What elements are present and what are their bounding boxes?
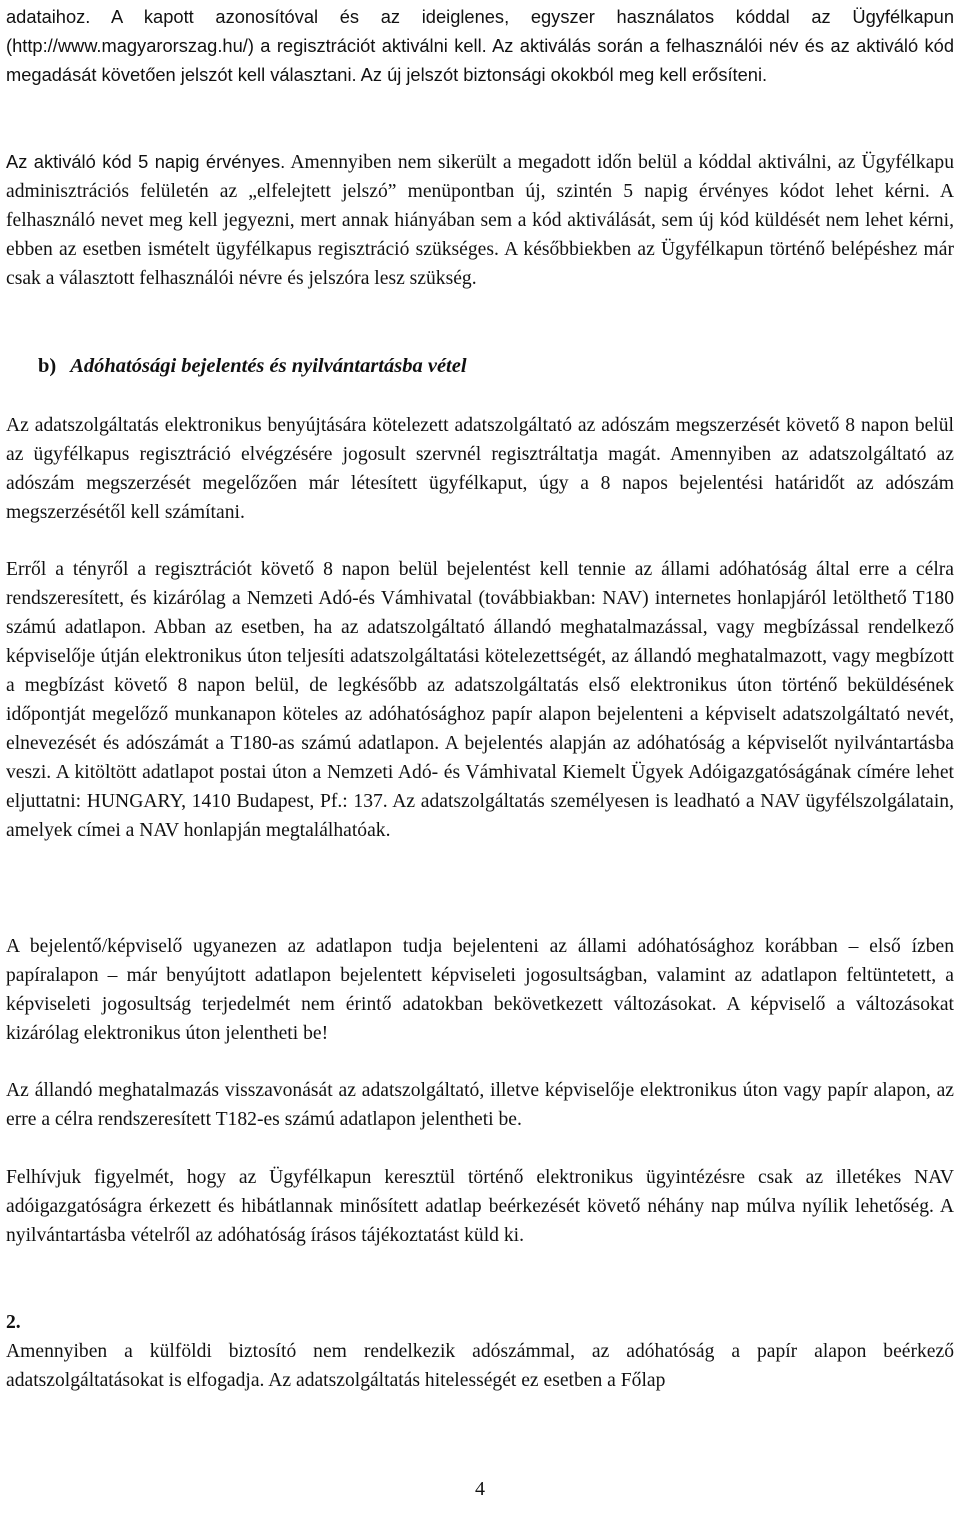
paragraph-authorization-revocation: Az állandó meghatalmazás visszavonását az adatszolgáltató, illetve képviselője elektronikus úton vagy papír alapon, az erre a célra rendszeresített T182-es számú adatlapon jelentheti be. — [6, 1080, 954, 1130]
section-heading-b — [38, 352, 467, 381]
paragraph-registration-obligation: Az adatszolgáltatás elektronikus benyújtására kötelezett adatszolgáltató az adószám megszerzését követő 8 napon belül az ügyfélkapus regisztráció elvégzésére jogosult szervnél regisztráltatja magát. Amennyiben az adatszolgáltató az adószám megszerzését megelőzően már létesített ügyfélkaput, úgy a 8 napos bejelentési határidőt az adószám megszerzésétől kell számítani. — [6, 415, 954, 523]
paragraph-activation-code-validity — [6, 147, 954, 293]
paragraph-notice: Felhívjuk figyelmét, hogy az Ügyfélkapun keresztül történő elektronikus ügyintézésre csak az illetékes NAV adóigazgatóságra érkezett és hibátlannak minősített adatlap beérkezését követő néhány nap múlva nyílik lehetőség. A nyilvántartásba vételről az adóhatóság írásos tájékoztatást küld ki. — [6, 1167, 954, 1246]
section-letter: b) — [38, 355, 57, 377]
activation-code-validity-sentence: Az aktiváló kód 5 napig érvényes. — [6, 151, 286, 172]
paragraph-foreign-insurer: Amennyiben a külföldi biztosító nem rendelkezik adószámmal, az adóhatóság a papír alapon beérkező adatszolgáltatásokat is elfogadja. Az adatszolgáltatás hitelességét ez esetben a Főlap — [6, 1341, 954, 1391]
section-title: Adóhatósági bejelentés és nyilvántartásba vétel — [70, 355, 467, 377]
paragraph-t180-notification: Erről a tényről a regisztrációt követő 8 napon belül bejelentést kell tennie az állami adóhatóság által erre a célra rendszeresített, és kizárólag a Nemzeti Adó-és Vámhivatal (továbbiakban: NAV) internetes honlapjáról letölthető T180 számú adatlapon. Abban az esetben, ha az adatszolgáltató állandó meghatalmazással, vagy megbízással rendelkező képviselője útján elektronikus úton teljesíti adatszolgáltatási kötelezettségét, az állandó meghatalmazott, vagy megbízott a megbízást követő 8 napon belül, de legkésőbb az adatszolgáltatás első elektronikus úton történő beküldésének időpontját megelőző munkanapon köteles az adóhatósághoz papír alapon bejelenteni a képviselt adatszolgáltató nevét, elnevezését és adószámát a T180-as számú adatlapon. A bejelentés alapján az adóhatóság a képviselőt nyilvántartásba veszi. A kitöltött adatlapot postai úton a Nemzeti Adó- és Vámhivatal Kiemelt Ügyek Adóigazgatóságának címére lehet eljuttatni: HUNGARY, 1410 Budapest, Pf.: 137. Az adatszolgáltatás személyesen is leadható a NAV ügyfélszolgálatain, amelyek címei a NAV honlapján megtalálhatóak. — [6, 559, 954, 841]
section-number-2: 2. — [6, 1312, 21, 1333]
activation-code-details: Amennyiben nem sikerült a megadott időn belül a kóddal aktiválni, az Ügyfélkapu adminisztrációs felületén az „elfelejtett jelszó” menüpontban új, szintén 5 napig érvényes kódot lehet kérni. A felhasználó nevet meg kell jegyezni, mert annak hiányában sem a kód aktiválását, sem új kód küldését nem lehet kérni, ebben az esetben ismételt ügyfélkapus regisztráció szükséges. A későbbiekben az Ügyfélkapun történő belépéshez már csak a választott felhasználói névre és jelszóra lesz szükség. — [6, 152, 954, 289]
paragraph-representative-changes: A bejelentő/képviselő ugyanezen az adatlapon tudja bejelenteni az állami adóhatósághoz korábban – első ízben papíralapon – már benyújtott adatlapon bejelentett képviseleti jogosultságban, valamint az adatlapon feltüntetett, a képviseleti jogosultság terjedelmét nem érintő adatokban bekövetkezett változásokat. A képviselő a változásokat kizárólag elektronikus úton jelentheti be! — [6, 936, 954, 1044]
page-number: 4 — [475, 1478, 485, 1500]
paragraph-activation-intro: adataihoz. A kapott azonosítóval és az ideiglenes, egyszer használatos kóddal az Ügyfélkapun (http://www.magyarorszag.hu/) a regisztrációt aktiválni kell. Az aktiválás során a felhasználói név és az aktiváló kód megadását követően jelszót kell választani. Az új jelszót biztonsági okokból meg kell erősíteni. — [6, 6, 954, 85]
